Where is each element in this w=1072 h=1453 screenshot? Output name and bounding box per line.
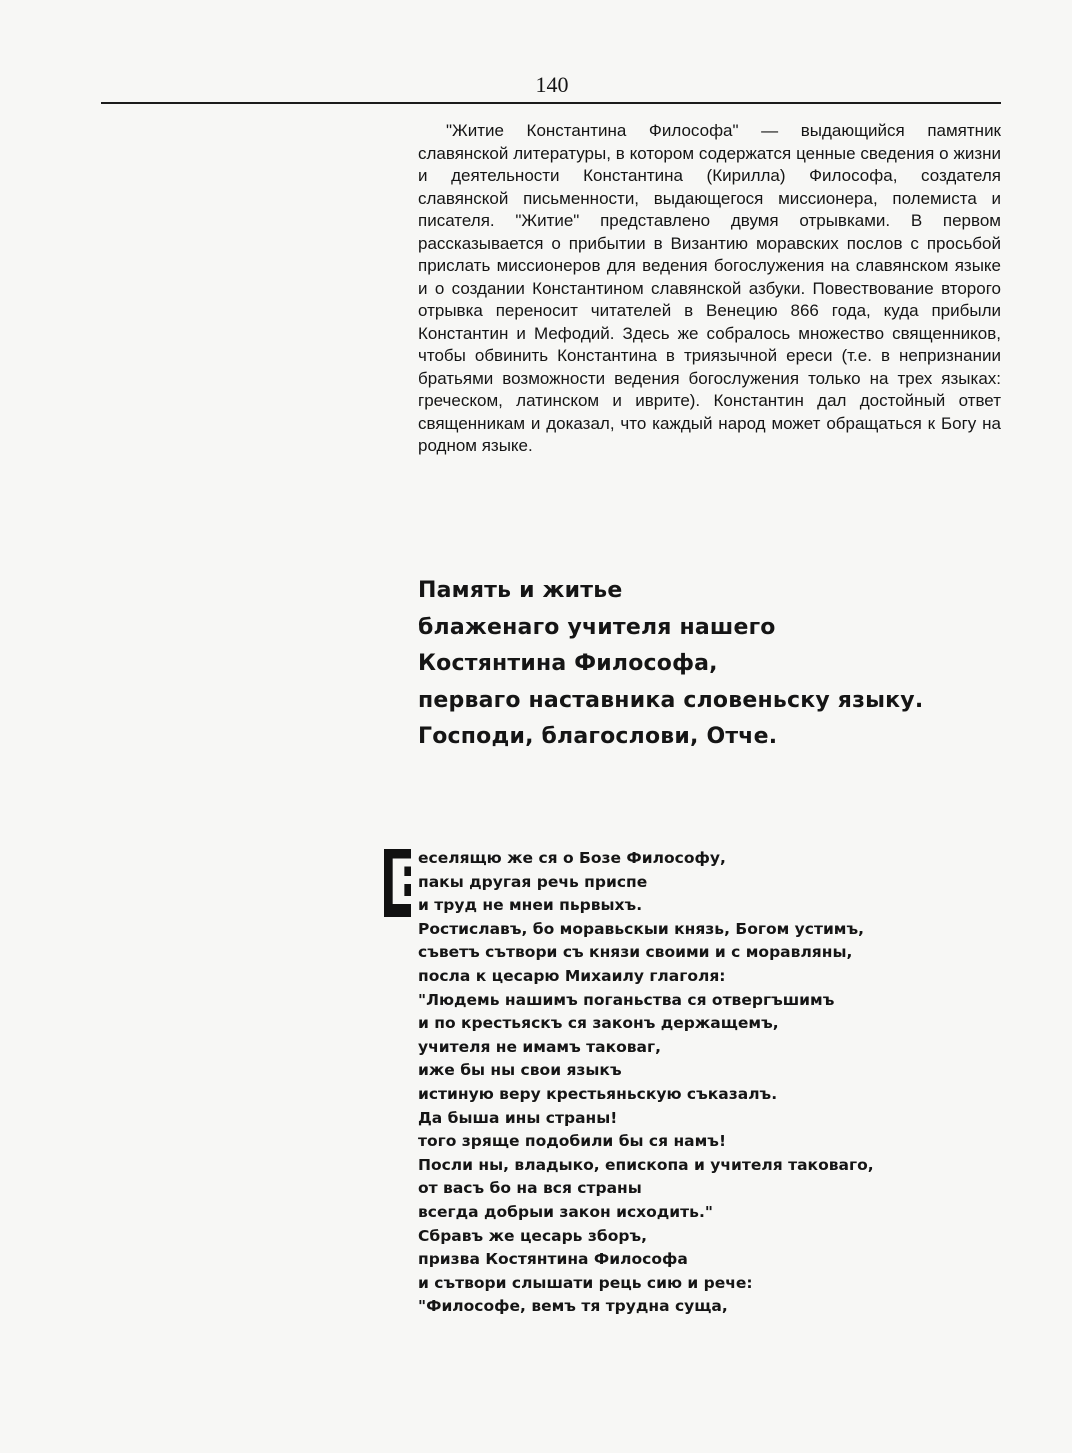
text-line: иже бы ны свои языкъ (418, 1061, 622, 1080)
old-slavonic-text (418, 847, 938, 1319)
text-line: всегда добрыи закон исходить." (418, 1202, 713, 1221)
text-line: призва Костянтина Философа (418, 1250, 688, 1269)
header-rule (101, 102, 1001, 104)
text-line: того зряще подобили бы ся намъ! (418, 1132, 727, 1151)
drop-cap-letter: В (387, 846, 435, 919)
title-line: Костянтина Философа, (418, 651, 718, 676)
title-line: перваго наставника словеньску языку. (418, 687, 924, 713)
title-line: блаженаго учителя нашего (418, 614, 776, 640)
intro-paragraph: "Житие Константина Философа" — выдающийся памятник славянской литературы, в котором содержатся ценные сведения о жизни и деятельности Константина (Кирилла) Философа, создателя славянской письменности, выдающегося миссионера, полемиста и писателя. "Житие" представлено двумя отрывками. В первом рассказывается о прибытии в Византию моравских послов с просьбой прислать миссионеров для ведения богослужения на славянском языке и о создании Константином славянской азбуки. Повествование второго отрывка переносит читателей в Венецию 866 года, куда прибыли Константин и Мефодий. Здесь же собралось множество священников, чтобы обвинить Константина в триязычной ереси (т.е. в непризнании братьями возможности ведения богослужения только на трех языках: греческом, латинском и иврите). Константин дал достойный ответ священникам и доказал, что каждый народ может обращаться к Богу на родном языке. (418, 121, 1001, 455)
text-line: и сътвори слышати рець сию и рече: (418, 1273, 753, 1292)
title-line: Память и житье (418, 578, 623, 603)
page-number: 140 (535, 72, 569, 97)
text-line: учителя не имамъ таковаг, (418, 1037, 661, 1056)
text-line: пакы другая речь приспе (418, 872, 648, 891)
text-line: "Людемь нашимъ поганьства ся отвергъшимъ (418, 990, 835, 1009)
text-line: посла к цесарю Михаилу глаголя: (418, 966, 726, 985)
drop-cap (384, 846, 435, 919)
text-line: от васъ бо на вся страны (418, 1179, 642, 1198)
text-line: Да быша ины страны! (418, 1108, 618, 1127)
text-line: Ростиславъ, бо моравьскыи князь, Богом устимъ, (418, 919, 865, 938)
text-line: еселящю же ся о Бозе Философу, (418, 849, 726, 867)
text-line: истиную веру крестьяньскую съказалъ. (418, 1084, 778, 1103)
text-line: и по крестьяскъ ся законъ держащемъ, (418, 1014, 779, 1033)
title-heading (418, 573, 978, 756)
text-line: Сбравъ же цесарь зборъ, (418, 1226, 647, 1245)
text-line: и труд не мнеи пьрвыхъ. (418, 896, 643, 915)
text-line: Посли ны, владыко, епископа и учителя таковаго, (418, 1155, 874, 1174)
title-line: Господи, благослови, Отче. (418, 724, 778, 749)
text-line: "Философе, вемъ тя трудна суща, (418, 1297, 728, 1316)
text-line: съветъ сътвори съ князи своими и с моравляны, (418, 943, 853, 962)
